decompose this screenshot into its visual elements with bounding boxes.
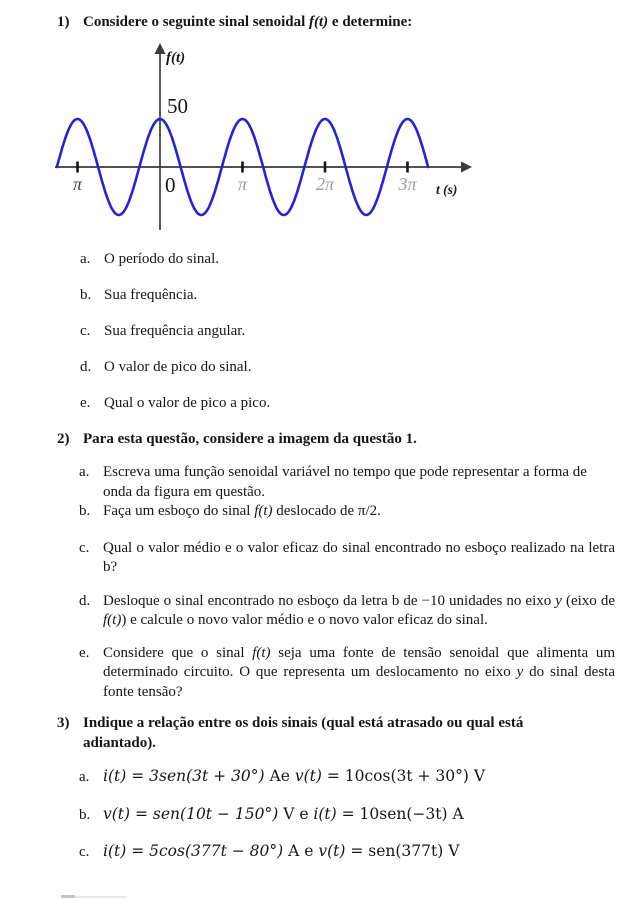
item-text: Qual o valor de pico a pico.: [104, 395, 271, 411]
question-2-number: 2): [57, 431, 70, 447]
item-letter: a.: [79, 769, 90, 785]
item-letter: d.: [79, 592, 91, 609]
fragment-dark-segment: [61, 895, 75, 898]
x-tick-label: 3π: [398, 174, 417, 194]
item-text: Escreva uma função senoidal variável no tempo que pode representar a forma de onda da figura em questão.: [103, 464, 587, 500]
question-2-item-e: [79, 644, 615, 703]
formula-text: i(t) = 3sen(3t + 30°) Ae v(t) = 10cos(3t + 30°) V: [103, 767, 486, 785]
question-2-items: [79, 463, 615, 702]
item-letter: a.: [80, 251, 91, 267]
item-text: Qual o valor médio e o valor eficaz do sinal encontrado no esboço realizado na letra b?: [103, 539, 615, 575]
y-axis-label: f(t): [166, 50, 186, 66]
peak-value-label: 50: [167, 94, 188, 118]
signal-figure: [50, 42, 475, 238]
item-text: Sua frequência angular.: [104, 323, 246, 339]
question-2-header: [57, 430, 597, 450]
question-3-title: Indique a relação entre os dois sinais (qual está atrasado ou qual está adiantado).: [83, 715, 524, 751]
item-text: O período do sinal.: [104, 251, 219, 267]
x-tick-label: π: [72, 174, 83, 194]
question-3-number: 3): [57, 715, 70, 731]
item-text: Sua frequência.: [104, 287, 198, 303]
item-letter: c.: [80, 323, 91, 339]
item-letter: c.: [79, 539, 90, 556]
x-tick-label: π: [237, 174, 248, 194]
y-axis-arrow: [155, 43, 166, 54]
fragment-light-segment: [75, 896, 127, 898]
item-text: O valor de pico do sinal.: [104, 359, 252, 375]
item-letter: a.: [79, 464, 90, 480]
question-1-item-b: [80, 286, 600, 306]
x-tick-label: 2π: [315, 174, 335, 194]
item-text: Considere que o sinal f(t) seja uma fonte de tensão senoidal que alimenta um determinado circuito. O que representa um deslocamento no eixo y do sinal desta fonte tensão?: [103, 644, 615, 700]
formula-text: v(t) = sen(10t − 150°) V e i(t) = 10sen(−3t) A: [103, 804, 464, 823]
question-2-title: Para esta questão, considere a imagem da questão 1.: [83, 431, 417, 447]
question-1-items: [80, 250, 600, 430]
question-2-item-c: [79, 539, 615, 578]
question-3-header: [57, 714, 562, 753]
formula-text: i(t) = 5cos(377t − 80°) A e v(t) = sen(377t) V: [103, 842, 460, 860]
item-text: Desloque o sinal encontrado no esboço da letra b de −10 unidades no eixo y (eixo de f(t)) e calcule o novo valor médio e o novo valor eficaz do sinal.: [103, 592, 615, 628]
question-3-item-b: [79, 803, 615, 826]
item-text: Faça um esboço do sinal f(t) deslocado de π/2.: [103, 503, 381, 519]
item-letter: b.: [80, 287, 92, 303]
question-2-item-a: [79, 463, 615, 502]
question-1-number: 1): [57, 14, 70, 30]
question-1-title: Considere o seguinte sinal senoidal f(t) e determine:: [83, 14, 413, 30]
question-1-item-c: [80, 322, 600, 342]
item-letter: e.: [80, 395, 91, 411]
question-3-item-c: [79, 840, 615, 863]
x-axis-arrow: [461, 162, 472, 173]
origin-label: 0: [165, 173, 176, 197]
question-1-item-a: [80, 250, 600, 270]
cropped-bottom-element: [61, 895, 127, 898]
question-3-item-a: [79, 765, 615, 788]
question-3-items: [79, 765, 615, 878]
question-1-header: [57, 13, 597, 33]
question-2-item-b: [79, 502, 615, 522]
item-letter: e.: [79, 644, 90, 661]
question-1-item-e: [80, 394, 600, 414]
question-1-item-d: [80, 358, 600, 378]
item-letter: d.: [80, 359, 92, 375]
item-letter: c.: [79, 844, 90, 860]
item-letter: b.: [79, 806, 91, 823]
signal-chart: [50, 42, 475, 238]
x-axis-label: t (s): [436, 182, 458, 197]
item-letter: b.: [79, 503, 91, 519]
question-2-item-d: [79, 592, 615, 631]
